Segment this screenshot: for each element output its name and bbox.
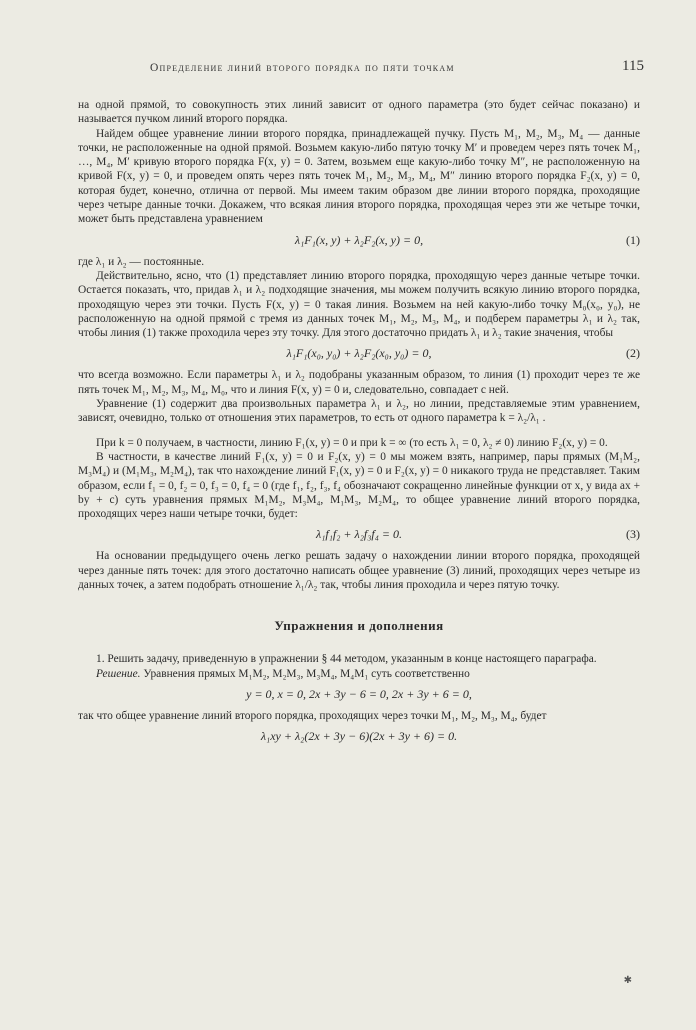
solution-text: Уравнения прямых M₁M₂, M₂M₃, M₃M₄, M₄M₁ суть соответственно — [143, 667, 470, 680]
equation-4 — [78, 687, 640, 703]
section-title: Упражнения и дополнения — [274, 618, 444, 634]
equation-text: λ₁F₁(x, y) + λ₂F₂(x, y) = 0, — [294, 232, 424, 247]
ornament-dot: ✱ — [623, 975, 632, 986]
paragraph: так что общее уравнение линий второго порядка, проходящих через точки M₁, M₂, M₃, M₄, будет — [78, 709, 547, 722]
equation-number: (2) — [626, 346, 640, 361]
equation-number: (1) — [626, 232, 640, 247]
page-number: 115 — [622, 58, 644, 74]
equation-text: λ₁f₁f₂ + λ₂f₃f₄ = 0. — [316, 527, 402, 542]
equation-text: λ₁F₁(x₀, y₀) + λ₂F₂(x₀, y₀) = 0, — [286, 346, 432, 361]
solution-label: Решение. — [96, 667, 141, 680]
equation-number: (3) — [626, 527, 640, 542]
paragraph: что всегда возможно. Если параметры λ₁ и λ₂ подобраны указанным образом, то линия (1) проходит через те же пять точек M₁, M₂, M₃, M₄, M₀, что и линия F(x, y) = 0 и, следовательно, совпадает с ней. — [78, 369, 640, 396]
running-title: Определение линий второго порядка по пяти точкам — [150, 62, 455, 74]
equation-3 — [78, 527, 640, 543]
equation-text: λ₁xy + λ₂(2x + 3y − 6)(2x + 3y + 6) = 0. — [260, 729, 458, 744]
paragraph: Уравнение (1) содержит два произвольных параметра λ₁ и λ₂, но линии, представляемые этим уравнением, зависят, очевидно, только от отношения этих параметров, то есть от одного параметра k = λ₂/λ₁ . — [78, 398, 640, 425]
main-text — [78, 98, 640, 751]
equation-5 — [78, 729, 640, 745]
paragraph: на одной прямой, то совокупность этих линий зависит от одного параметра (это будет сейчас показано) и называется пучком линий второго порядка. — [78, 99, 640, 126]
equation-text: y = 0, x = 0, 2x + 3y − 6 = 0, 2x + 3y + 6 = 0, — [246, 686, 472, 701]
equation-2 — [78, 346, 640, 362]
solution-paragraph — [78, 667, 640, 681]
paragraph: где λ₁ и λ₂ — постоянные. — [78, 255, 205, 268]
paragraph: На основании предыдущего очень легко решать задачу о нахождении линии второго порядка, проходящей через данные пять точек: для этого достаточно написать общее уравнение (3) линий, проходящих через четыре из данных точек, а затем подобрать отношение λ₁/λ₂ так, чтобы линия проходила и через пятую точку. — [78, 550, 640, 592]
paragraph: При k = 0 получаем, в частности, линию F₁(x, y) = 0 и при k = ∞ (то есть λ₁ = 0, λ₂ ≠ 0) линию F₂(x, y) = 0. — [96, 436, 608, 449]
paragraph: В частности, в качестве линий F₁(x, y) = 0 и F₂(x, y) = 0 мы можем взять, например, пары прямых (M₁M₂, M₃M₄) и (M₁M₃, M₂M₄), так что нахождение линий F₁(x, y) = 0 и F₂(x, y) = 0 никакого труда не представляет. Таким образом, если f₁ = 0, f₂ = 0, f₃ = 0, f₄ = 0 (где f₁, f₂, f₃, f₄ обозначают сокращенно линейные функции от x, y вида ax + by + c) суть уравнения прямых M₁M₂, M₃M₄, M₁M₃, M₂M₄, то общее уравнение линий второго порядка, проходящих через наши четыре точки, будет: — [78, 450, 640, 521]
paragraph: Действительно, ясно, что (1) представляет линию второго порядка, проходящую через данные четыре точки. Остается показать, что, придав λ₁ и λ₂ подходящие значения, мы можем получить всякую линию второго порядка, проходящую через эти точки. Пусть F(x, y) = 0 такая линия. Возьмем на ней какую-либо точку M₀(x₀, y₀), не расположенную на одной прямой с тремя из данных точек M₁, M₂, M₃, M₄, и подберем параметры λ₁ и λ₂ так, чтобы линия (1) также проходила через эту точку. Для этого достаточно придать λ₁ и λ₂ такие значения, чтобы — [78, 269, 640, 340]
exercise-paragraph: 1. Решить задачу, приведенную в упражнении § 44 методом, указанным в конце настоящего параграфа. — [96, 653, 597, 666]
paragraph: Найдем общее уравнение линии второго порядка, принадлежащей пучку. Пусть M₁, M₂, M₃, M₄ — данные точки, не расположенные на одной прямой. Возьмем какую-либо пятую точку M′ и проведем через пять точек M₁, …, M₄, M′ кривую второго порядка F(x, y) = 0. Затем, возьмем еще какую-либо точку M″, не расположенную на кривой F(x, y) = 0, и проведем опять через пять точек M₁, M₂, M₃, M₄, M″ линию второго порядка F₂(x, y) = 0, которая будет, конечно, отлична от первой. Мы имеем таким образом две линии второго порядка, проходящие через четыре данные точки. Докажем, что всякая линия второго порядка, проходящая через эти же четыре точки, может быть представлена уравнением — [78, 127, 640, 226]
equation-1 — [78, 233, 640, 249]
